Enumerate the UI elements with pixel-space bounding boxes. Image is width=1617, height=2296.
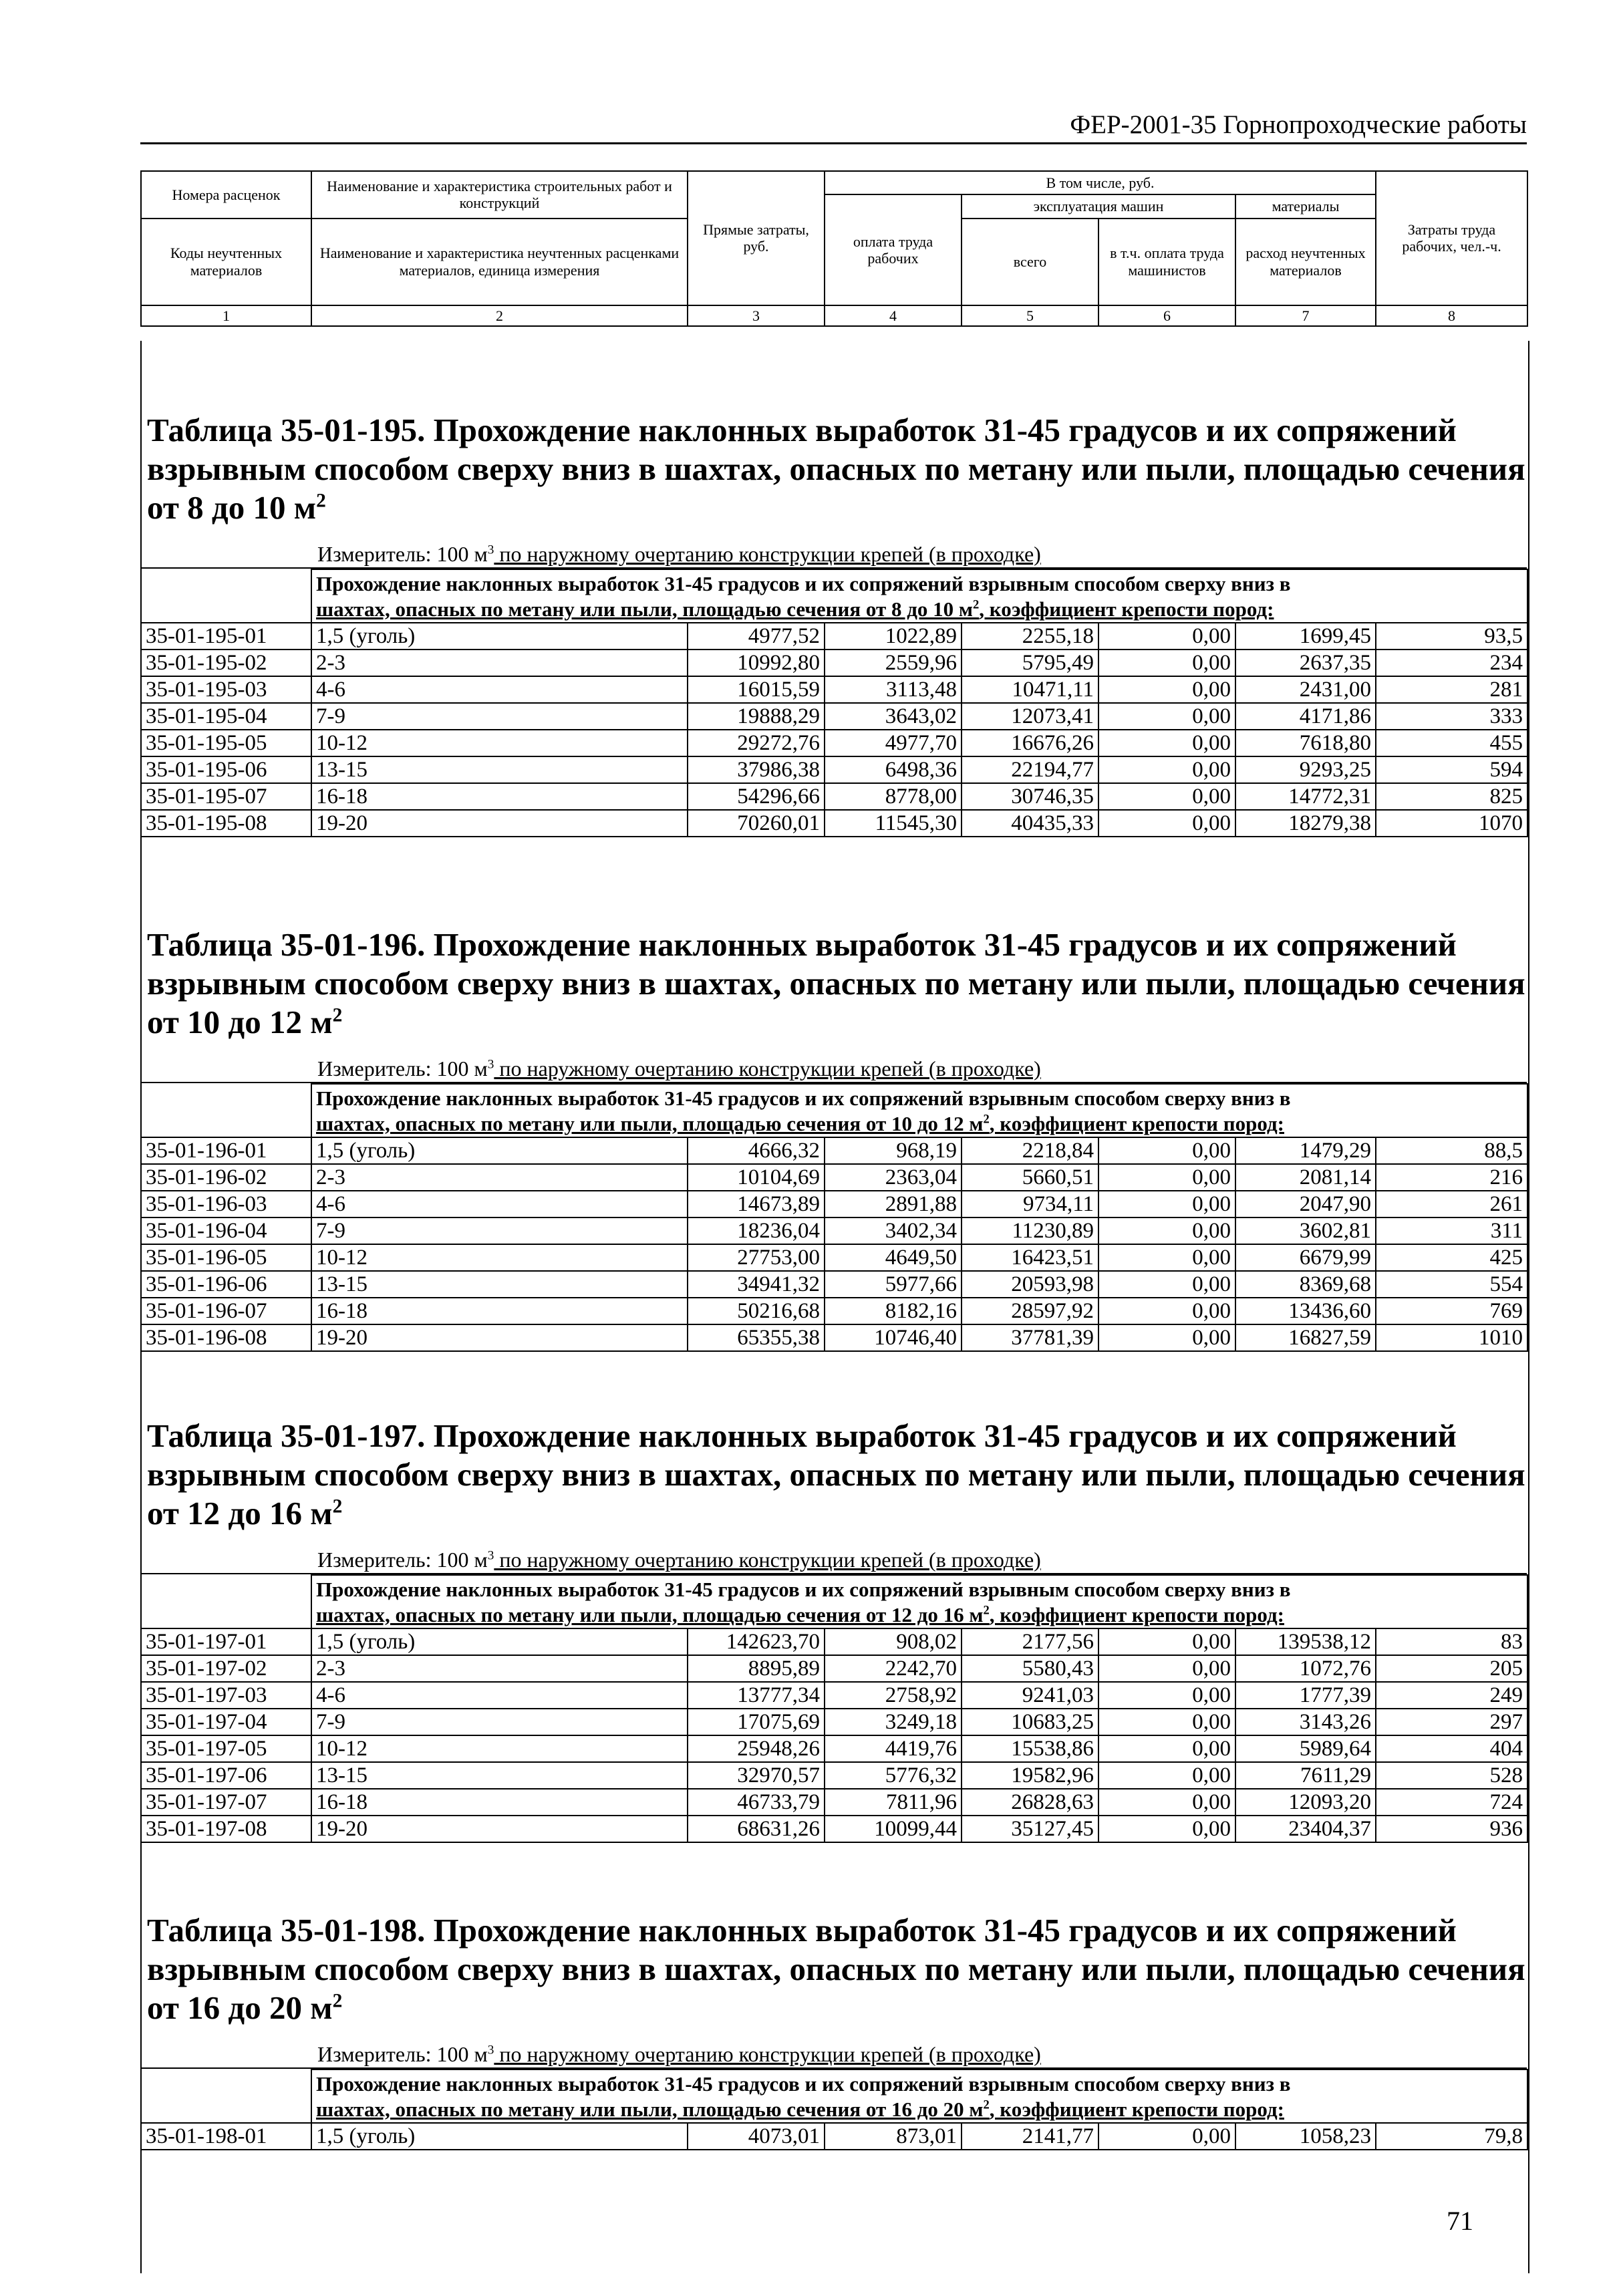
rate-code: 35-01-195-06	[141, 756, 311, 783]
table-row	[141, 650, 1527, 676]
labor-pay: 4419,76	[825, 1735, 962, 1762]
machine-total: 37781,39	[962, 1324, 1098, 1351]
col-number-1: 1	[141, 305, 311, 326]
table-row	[141, 730, 1527, 756]
col1-top-header: Номера расценок	[141, 171, 311, 219]
rock-hardness: 19-20	[311, 810, 688, 837]
table-row	[141, 1164, 1527, 1191]
labor-pay: 2559,96	[825, 650, 962, 676]
materials-cost: 12093,20	[1235, 1789, 1376, 1816]
materials-cost: 2081,14	[1235, 1164, 1376, 1191]
rate-code: 35-01-197-02	[141, 1655, 311, 1682]
rock-hardness: 7-9	[311, 1709, 688, 1735]
rock-hardness: 7-9	[311, 1217, 688, 1244]
machinist-pay: 0,00	[1098, 1655, 1235, 1682]
labor-hours: 825	[1376, 783, 1527, 810]
rock-hardness: 10-12	[311, 1244, 688, 1271]
machine-total: 15538,86	[962, 1735, 1098, 1762]
labor-pay: 2891,88	[825, 1191, 962, 1217]
labor-pay: 3113,48	[825, 676, 962, 703]
labor-hours: 936	[1376, 1816, 1527, 1842]
labor-hours: 455	[1376, 730, 1527, 756]
machinist-pay: 0,00	[1098, 1244, 1235, 1271]
materials-cost: 7611,29	[1235, 1762, 1376, 1789]
labor-pay: 873,01	[825, 2123, 962, 2150]
machine-total: 10471,11	[962, 676, 1098, 703]
materials-cost: 13436,60	[1235, 1298, 1376, 1324]
labor-pay: 7811,96	[825, 1789, 962, 1816]
direct-cost: 34941,32	[688, 1271, 825, 1298]
table-title: Таблица 35-01-195. Прохождение наклонных выработок 31-45 градусов и их сопряжений взрывным способом сверху вниз в шахтах, опасных по метану или пыли, площадью сечения от 8 до 10 $м^2$	[147, 412, 1525, 526]
rate-code: 35-01-195-03	[141, 676, 311, 703]
col1-bottom-header: Коды неучтенных материалов	[141, 219, 311, 305]
machine-total: 12073,41	[962, 703, 1098, 730]
rock-hardness: 4-6	[311, 1682, 688, 1709]
materials-cost: 5989,64	[1235, 1735, 1376, 1762]
materials-cost: 3143,26	[1235, 1709, 1376, 1735]
rates-table	[140, 1574, 1528, 1843]
labor-hours: 404	[1376, 1735, 1527, 1762]
rate-code: 35-01-195-02	[141, 650, 311, 676]
materials-cost: 18279,38	[1235, 810, 1376, 837]
labor-pay: 4977,70	[825, 730, 962, 756]
materials-cost: 4171,86	[1235, 703, 1376, 730]
col7-header: расход неучтенных материалов	[1235, 219, 1376, 305]
machine-total: 11230,89	[962, 1217, 1098, 1244]
col-number-3: 3	[688, 305, 825, 326]
labor-hours: 297	[1376, 1709, 1527, 1735]
machinist-pay: 0,00	[1098, 1324, 1235, 1351]
direct-cost: 65355,38	[688, 1324, 825, 1351]
machine-total: 40435,33	[962, 810, 1098, 837]
table-title: Таблица 35-01-197. Прохождение наклонных выработок 31-45 градусов и их сопряжений взрывным способом сверху вниз в шахтах, опасных по метану или пыли, площадью сечения от 12 до 16 $м^2$	[147, 1417, 1525, 1532]
rate-code: 35-01-195-07	[141, 783, 311, 810]
labor-pay: 2242,70	[825, 1655, 962, 1682]
labor-hours: 93,5	[1376, 623, 1527, 650]
table-row	[141, 1709, 1527, 1735]
direct-cost: 10104,69	[688, 1164, 825, 1191]
document-header: ФЕР-2001-35 Горнопроходческие работы	[140, 110, 1527, 144]
rock-hardness: 1,5 (уголь)	[311, 623, 688, 650]
machine-total: 5795,49	[962, 650, 1098, 676]
col-number-5: 5	[962, 305, 1098, 326]
machine-total: 2141,77	[962, 2123, 1098, 2150]
work-description: Прохождение наклонных выработок 31-45 градусов и их сопряжений взрывным способом сверху вниз в шахтах, опасных по метану или пыли, площадью сечения от 12 до 16 $м^2$, коэффициент крепости пород:	[311, 1575, 1527, 1628]
direct-cost: 18236,04	[688, 1217, 825, 1244]
rate-code: 35-01-197-01	[141, 1628, 311, 1655]
table-title-text: Прохождение наклонных выработок 31-45 градусов и их сопряжений взрывным способом сверху вниз в шахтах, опасных по метану или пыли, площадью сечения от 8 до 10 м	[147, 412, 1525, 526]
rate-code: 35-01-196-02	[141, 1164, 311, 1191]
materials-cost: 2047,90	[1235, 1191, 1376, 1217]
rate-code: 35-01-196-06	[141, 1271, 311, 1298]
table-section-196	[140, 925, 1527, 1352]
materials-cost: 1777,39	[1235, 1682, 1376, 1709]
rock-hardness: 16-18	[311, 1298, 688, 1324]
rock-hardness: 7-9	[311, 703, 688, 730]
labor-hours: 425	[1376, 1244, 1527, 1271]
table-row	[141, 1789, 1527, 1816]
col-number-2: 2	[311, 305, 688, 326]
machine-total: 9241,03	[962, 1682, 1098, 1709]
measure-line: Измеритель: 100 $м^3$ по наружному очертанию конструкции крепей (в проходке)	[140, 1055, 1527, 1083]
labor-hours: 216	[1376, 1164, 1527, 1191]
col2-bottom-header: Наименование и характеристика неучтенных расценками материалов, единица измерения	[311, 219, 688, 305]
rock-hardness: 19-20	[311, 1816, 688, 1842]
rates-table	[140, 1083, 1528, 1352]
machine-total: 28597,92	[962, 1298, 1098, 1324]
table-row	[141, 1271, 1527, 1298]
rate-code: 35-01-196-03	[141, 1191, 311, 1217]
direct-cost: 25948,26	[688, 1735, 825, 1762]
col6-header: в т.ч. оплата труда машинистов	[1098, 219, 1235, 305]
table-row	[141, 1137, 1527, 1164]
table-number: Таблица 35-01-195.	[147, 412, 426, 448]
col4-header: оплата труда рабочих	[825, 194, 962, 305]
column-header-table	[140, 170, 1528, 327]
rates-table	[140, 569, 1528, 837]
machinist-pay: 0,00	[1098, 1789, 1235, 1816]
table-section-198	[140, 1911, 1527, 2150]
rate-code: 35-01-197-08	[141, 1816, 311, 1842]
labor-hours: 79,8	[1376, 2123, 1527, 2150]
rate-code: 35-01-195-01	[141, 623, 311, 650]
table-row	[141, 1628, 1527, 1655]
direct-cost: 29272,76	[688, 730, 825, 756]
col-number-6: 6	[1098, 305, 1235, 326]
rock-hardness: 16-18	[311, 1789, 688, 1816]
rate-code: 35-01-197-05	[141, 1735, 311, 1762]
machine-total: 5660,51	[962, 1164, 1098, 1191]
labor-hours: 261	[1376, 1191, 1527, 1217]
table-row	[141, 1244, 1527, 1271]
machine-total: 9734,11	[962, 1191, 1098, 1217]
rock-hardness: 19-20	[311, 1324, 688, 1351]
rock-hardness: 1,5 (уголь)	[311, 2123, 688, 2150]
rate-code: 35-01-197-07	[141, 1789, 311, 1816]
rock-hardness: 1,5 (уголь)	[311, 1628, 688, 1655]
machine-total: 10683,25	[962, 1709, 1098, 1735]
direct-cost: 4073,01	[688, 2123, 825, 2150]
labor-pay: 1022,89	[825, 623, 962, 650]
table-section-197	[140, 1417, 1527, 1843]
rate-code: 35-01-196-07	[141, 1298, 311, 1324]
labor-pay: 8182,16	[825, 1298, 962, 1324]
materials-header: материалы	[1235, 194, 1376, 218]
machinist-pay: 0,00	[1098, 623, 1235, 650]
col-number-4: 4	[825, 305, 962, 326]
machine-total: 26828,63	[962, 1789, 1098, 1816]
rock-hardness: 4-6	[311, 1191, 688, 1217]
table-row	[141, 756, 1527, 783]
machine-total: 19582,96	[962, 1762, 1098, 1789]
table-row	[141, 1655, 1527, 1682]
direct-cost: 68631,26	[688, 1816, 825, 1842]
materials-cost: 1058,23	[1235, 2123, 1376, 2150]
machinist-pay: 0,00	[1098, 783, 1235, 810]
machine-total: 2255,18	[962, 623, 1098, 650]
rate-code: 35-01-195-08	[141, 810, 311, 837]
labor-hours: 1070	[1376, 810, 1527, 837]
labor-hours: 83	[1376, 1628, 1527, 1655]
table-row	[141, 623, 1527, 650]
table-row	[141, 2123, 1527, 2150]
labor-pay: 3643,02	[825, 703, 962, 730]
machinist-pay: 0,00	[1098, 1191, 1235, 1217]
machine-total: 16423,51	[962, 1244, 1098, 1271]
labor-pay: 5776,32	[825, 1762, 962, 1789]
table-number: Таблица 35-01-196.	[147, 926, 426, 963]
rock-hardness: 2-3	[311, 1164, 688, 1191]
machinist-pay: 0,00	[1098, 1735, 1235, 1762]
col3-header: Прямые затраты, руб.	[688, 171, 825, 305]
labor-hours: 333	[1376, 703, 1527, 730]
rate-code: 35-01-197-04	[141, 1709, 311, 1735]
col5-header: всего	[962, 219, 1098, 305]
labor-hours: 724	[1376, 1789, 1527, 1816]
direct-cost: 10992,80	[688, 650, 825, 676]
table-section-195	[140, 411, 1527, 837]
labor-pay: 10099,44	[825, 1816, 962, 1842]
table-row	[141, 676, 1527, 703]
exploitation-header: эксплуатация машин	[962, 194, 1235, 218]
machinist-pay: 0,00	[1098, 1762, 1235, 1789]
materials-cost: 139538,12	[1235, 1628, 1376, 1655]
materials-cost: 8369,68	[1235, 1271, 1376, 1298]
table-title: Таблица 35-01-196. Прохождение наклонных выработок 31-45 градусов и их сопряжений взрывным способом сверху вниз в шахтах, опасных по метану или пыли, площадью сечения от 10 до 12 $м^2$	[147, 926, 1525, 1040]
labor-pay: 10746,40	[825, 1324, 962, 1351]
work-description: Прохождение наклонных выработок 31-45 градусов и их сопряжений взрывным способом сверху вниз в шахтах, опасных по метану или пыли, площадью сечения от 10 до 12 $м^2$, коэффициент крепости пород:	[311, 1084, 1527, 1137]
machinist-pay: 0,00	[1098, 810, 1235, 837]
rock-hardness: 2-3	[311, 650, 688, 676]
rock-hardness: 13-15	[311, 1762, 688, 1789]
table-title-text: Прохождение наклонных выработок 31-45 градусов и их сопряжений взрывным способом сверху вниз в шахтах, опасных по метану или пыли, площадью сечения от 12 до 16 м	[147, 1417, 1525, 1532]
labor-hours: 205	[1376, 1655, 1527, 1682]
table-row	[141, 1762, 1527, 1789]
labor-pay: 2758,92	[825, 1682, 962, 1709]
rate-code: 35-01-196-01	[141, 1137, 311, 1164]
machine-total: 30746,35	[962, 783, 1098, 810]
table-number: Таблица 35-01-197.	[147, 1417, 426, 1454]
rate-code: 35-01-198-01	[141, 2123, 311, 2150]
machinist-pay: 0,00	[1098, 1682, 1235, 1709]
direct-cost: 19888,29	[688, 703, 825, 730]
rock-hardness: 1,5 (уголь)	[311, 1137, 688, 1164]
table-row	[141, 810, 1527, 837]
labor-pay: 11545,30	[825, 810, 962, 837]
machinist-pay: 0,00	[1098, 703, 1235, 730]
rock-hardness: 13-15	[311, 756, 688, 783]
machine-total: 20593,98	[962, 1271, 1098, 1298]
materials-cost: 16827,59	[1235, 1324, 1376, 1351]
work-description: Прохождение наклонных выработок 31-45 градусов и их сопряжений взрывным способом сверху вниз в шахтах, опасных по метану или пыли, площадью сечения от 8 до 10 $м^2$, коэффициент крепости пород:	[311, 569, 1527, 623]
machinist-pay: 0,00	[1098, 1271, 1235, 1298]
rate-code: 35-01-196-05	[141, 1244, 311, 1271]
measure-line: Измеритель: 100 $м^3$ по наружному очертанию конструкции крепей (в проходке)	[140, 2041, 1527, 2069]
materials-cost: 6679,99	[1235, 1244, 1376, 1271]
measure-line: Измеритель: 100 $м^3$ по наружному очертанию конструкции крепей (в проходке)	[140, 1546, 1527, 1574]
table-row	[141, 1191, 1527, 1217]
machinist-pay: 0,00	[1098, 1137, 1235, 1164]
materials-cost: 14772,31	[1235, 783, 1376, 810]
machinist-pay: 0,00	[1098, 1628, 1235, 1655]
direct-cost: 14673,89	[688, 1191, 825, 1217]
machinist-pay: 0,00	[1098, 2123, 1235, 2150]
machine-total: 16676,26	[962, 730, 1098, 756]
machinist-pay: 0,00	[1098, 730, 1235, 756]
direct-cost: 4977,52	[688, 623, 825, 650]
rock-hardness: 4-6	[311, 676, 688, 703]
direct-cost: 46733,79	[688, 1789, 825, 1816]
table-title-text: Прохождение наклонных выработок 31-45 градусов и их сопряжений взрывным способом сверху вниз в шахтах, опасных по метану или пыли, площадью сечения от 10 до 12 м	[147, 926, 1525, 1040]
machinist-pay: 0,00	[1098, 1164, 1235, 1191]
rate-code: 35-01-196-04	[141, 1217, 311, 1244]
labor-pay: 968,19	[825, 1137, 962, 1164]
machinist-pay: 0,00	[1098, 1816, 1235, 1842]
direct-cost: 32970,57	[688, 1762, 825, 1789]
rock-hardness: 10-12	[311, 1735, 688, 1762]
labor-hours: 769	[1376, 1298, 1527, 1324]
labor-hours: 281	[1376, 676, 1527, 703]
machinist-pay: 0,00	[1098, 1709, 1235, 1735]
table-title: Таблица 35-01-198. Прохождение наклонных выработок 31-45 градусов и их сопряжений взрывным способом сверху вниз в шахтах, опасных по метану или пыли, площадью сечения от 16 до 20 $м^2$	[147, 1912, 1525, 2026]
machinist-pay: 0,00	[1098, 650, 1235, 676]
labor-pay: 2363,04	[825, 1164, 962, 1191]
rock-hardness: 13-15	[311, 1271, 688, 1298]
table-row	[141, 703, 1527, 730]
rates-table	[140, 2069, 1528, 2150]
col-number-8: 8	[1376, 305, 1527, 326]
machinist-pay: 0,00	[1098, 1298, 1235, 1324]
table-row	[141, 1298, 1527, 1324]
machine-total: 2218,84	[962, 1137, 1098, 1164]
labor-hours: 528	[1376, 1762, 1527, 1789]
table-row	[141, 1682, 1527, 1709]
materials-cost: 3602,81	[1235, 1217, 1376, 1244]
labor-hours: 249	[1376, 1682, 1527, 1709]
direct-cost: 4666,32	[688, 1137, 825, 1164]
table-row	[141, 1217, 1527, 1244]
table-row	[141, 1324, 1527, 1351]
rate-code: 35-01-197-06	[141, 1762, 311, 1789]
rate-code: 35-01-195-04	[141, 703, 311, 730]
table-row	[141, 783, 1527, 810]
materials-cost: 1479,29	[1235, 1137, 1376, 1164]
machine-total: 2177,56	[962, 1628, 1098, 1655]
materials-cost: 23404,37	[1235, 1816, 1376, 1842]
direct-cost: 70260,01	[688, 810, 825, 837]
materials-cost: 9293,25	[1235, 756, 1376, 783]
materials-cost: 2431,00	[1235, 676, 1376, 703]
measure-line: Измеритель: 100 $м^3$ по наружному очертанию конструкции крепей (в проходке)	[140, 541, 1527, 569]
table-row	[141, 1816, 1527, 1842]
rate-code: 35-01-195-05	[141, 730, 311, 756]
rock-hardness: 16-18	[311, 783, 688, 810]
direct-cost: 50216,68	[688, 1298, 825, 1324]
materials-cost: 1072,76	[1235, 1655, 1376, 1682]
direct-cost: 27753,00	[688, 1244, 825, 1271]
machine-total: 22194,77	[962, 756, 1098, 783]
rate-code: 35-01-196-08	[141, 1324, 311, 1351]
labor-pay: 4649,50	[825, 1244, 962, 1271]
rock-hardness: 10-12	[311, 730, 688, 756]
rate-code: 35-01-197-03	[141, 1682, 311, 1709]
materials-cost: 2637,35	[1235, 650, 1376, 676]
direct-cost: 16015,59	[688, 676, 825, 703]
table-number: Таблица 35-01-198.	[147, 1912, 426, 1949]
labor-pay: 3402,34	[825, 1217, 962, 1244]
direct-cost: 54296,66	[688, 783, 825, 810]
labor-hours: 554	[1376, 1271, 1527, 1298]
direct-cost: 37986,38	[688, 756, 825, 783]
machinist-pay: 0,00	[1098, 676, 1235, 703]
labor-pay: 3249,18	[825, 1709, 962, 1735]
materials-cost: 7618,80	[1235, 730, 1376, 756]
page-number: 71	[1447, 2206, 1473, 2236]
labor-hours: 1010	[1376, 1324, 1527, 1351]
direct-cost: 8895,89	[688, 1655, 825, 1682]
included-header: В том числе, руб.	[825, 171, 1376, 194]
machine-total: 5580,43	[962, 1655, 1098, 1682]
labor-hours: 311	[1376, 1217, 1527, 1244]
direct-cost: 142623,70	[688, 1628, 825, 1655]
labor-hours: 88,5	[1376, 1137, 1527, 1164]
labor-pay: 8778,00	[825, 783, 962, 810]
labor-pay: 6498,36	[825, 756, 962, 783]
labor-hours: 594	[1376, 756, 1527, 783]
machinist-pay: 0,00	[1098, 756, 1235, 783]
direct-cost: 17075,69	[688, 1709, 825, 1735]
labor-pay: 908,02	[825, 1628, 962, 1655]
direct-cost: 13777,34	[688, 1682, 825, 1709]
materials-cost: 1699,45	[1235, 623, 1376, 650]
labor-pay: 5977,66	[825, 1271, 962, 1298]
col-number-7: 7	[1235, 305, 1376, 326]
work-description: Прохождение наклонных выработок 31-45 градусов и их сопряжений взрывным способом сверху вниз в шахтах, опасных по метану или пыли, площадью сечения от 16 до 20 $м^2$, коэффициент крепости пород:	[311, 2069, 1527, 2123]
machine-total: 35127,45	[962, 1816, 1098, 1842]
col2-top-header: Наименование и характеристика строительных работ и конструкций	[311, 171, 688, 219]
rock-hardness: 2-3	[311, 1655, 688, 1682]
labor-hours: 234	[1376, 650, 1527, 676]
col8-header: Затраты труда рабочих, чел.-ч.	[1376, 171, 1527, 305]
machinist-pay: 0,00	[1098, 1217, 1235, 1244]
table-row	[141, 1735, 1527, 1762]
table-title-text: Прохождение наклонных выработок 31-45 градусов и их сопряжений взрывным способом сверху вниз в шахтах, опасных по метану или пыли, площадью сечения от 16 до 20 м	[147, 1912, 1525, 2026]
